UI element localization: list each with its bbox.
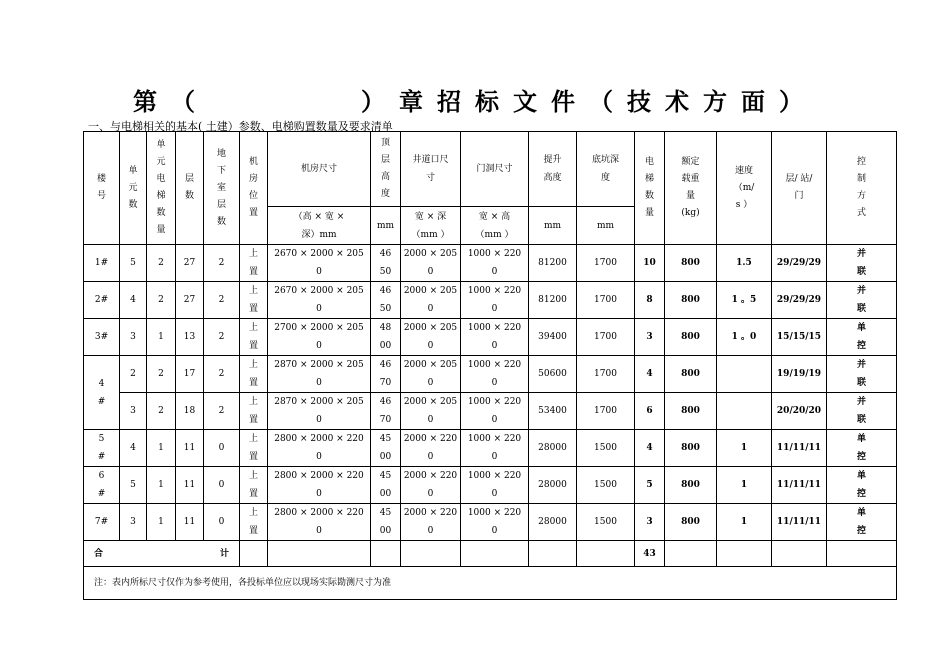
cell-top-floor-height: 46 50: [371, 245, 401, 282]
cell-machine-room-size: 2800 × 2000 × 220 0: [268, 467, 371, 504]
cell-travel-height: 28000: [529, 504, 577, 541]
cell-speed: 1: [717, 467, 772, 504]
cell-speed: 1: [717, 504, 772, 541]
header-machine-room-position: 机 房 位 置: [240, 132, 268, 245]
cell-machine-room-size: 2700 × 2000 × 205 0: [268, 319, 371, 356]
cell-travel-height: 50600: [529, 356, 577, 393]
cell-elevator-count: 6: [635, 393, 665, 430]
cell-door-size: 1000 × 220 0: [461, 393, 529, 430]
header-rated-load: 额定 载重 量 (kg): [665, 132, 717, 245]
total-empty-cell: [827, 541, 897, 567]
cell-elevators-per-unit: 1: [147, 319, 176, 356]
cell-building: 3#: [84, 319, 120, 356]
cell-unit: 3: [120, 504, 147, 541]
unit-machine-room-size: （高 × 宽 × 深）mm: [268, 207, 371, 245]
cell-pit-depth: 1700: [577, 245, 635, 282]
cell-elevator-count: 3: [635, 319, 665, 356]
elevator-parameters-table: [83, 131, 897, 600]
total-empty-cell: [461, 541, 529, 567]
cell-unit: 3: [120, 393, 147, 430]
cell-unit: 5: [120, 467, 147, 504]
cell-hoistway-size: 2000 × 205 0: [401, 393, 461, 430]
cell-control: 并 联: [827, 393, 897, 430]
cell-top-floor-height: 45 00: [371, 430, 401, 467]
cell-elevators-per-unit: 2: [147, 282, 176, 319]
cell-rated-load: 800: [665, 319, 717, 356]
cell-speed: [717, 356, 772, 393]
total-empty-cell: [577, 541, 635, 567]
cell-rated-load: 800: [665, 430, 717, 467]
total-row: [84, 541, 897, 567]
total-empty-cell: [401, 541, 461, 567]
cell-pit-depth: 1700: [577, 319, 635, 356]
cell-basement-floors: 0: [204, 430, 240, 467]
cell-hoistway-size: 2000 × 220 0: [401, 467, 461, 504]
cell-basement-floors: 0: [204, 467, 240, 504]
total-label-left: 合: [94, 548, 104, 559]
cell-control: 单 控: [827, 319, 897, 356]
header-building: 楼 号: [84, 132, 120, 245]
unit-top-floor-height: mm: [371, 207, 401, 245]
cell-machine-room-position: 上 置: [240, 282, 268, 319]
cell-top-floor-height: 46 70: [371, 393, 401, 430]
cell-machine-room-size: 2800 × 2000 × 220 0: [268, 504, 371, 541]
cell-basement-floors: 2: [204, 319, 240, 356]
total-empty-cell: [529, 541, 577, 567]
table-row: [84, 282, 897, 319]
cell-control: 并 联: [827, 356, 897, 393]
cell-control: 单 控: [827, 504, 897, 541]
cell-control: 单 控: [827, 467, 897, 504]
table-row: [84, 393, 897, 430]
cell-door-size: 1000 × 220 0: [461, 504, 529, 541]
cell-top-floor-height: 48 00: [371, 319, 401, 356]
cell-unit: 3: [120, 319, 147, 356]
cell-pit-depth: 1500: [577, 504, 635, 541]
cell-machine-room-position: 上 置: [240, 319, 268, 356]
cell-elevators-per-unit: 2: [147, 356, 176, 393]
cell-stops: 11/11/11: [772, 504, 827, 541]
unit-pit-depth: mm: [577, 207, 635, 245]
total-empty-cell: [240, 541, 268, 567]
cell-rated-load: 800: [665, 356, 717, 393]
cell-basement-floors: 2: [204, 393, 240, 430]
cell-building: 5 #: [84, 430, 120, 467]
cell-door-size: 1000 × 220 0: [461, 282, 529, 319]
cell-machine-room-position: 上 置: [240, 356, 268, 393]
cell-machine-room-position: 上 置: [240, 467, 268, 504]
note-row: [84, 567, 897, 600]
header-elevators-per-unit: 单 元 电 梯 数 量: [147, 132, 176, 245]
cell-rated-load: 800: [665, 504, 717, 541]
cell-door-size: 1000 × 220 0: [461, 356, 529, 393]
header-unit: 单 元 数: [120, 132, 147, 245]
table-row: [84, 504, 897, 541]
header-control: 控 制 方 式: [827, 132, 897, 245]
cell-floors: 27: [176, 245, 204, 282]
cell-machine-room-size: 2800 × 2000 × 220 0: [268, 430, 371, 467]
cell-hoistway-size: 2000 × 205 0: [401, 245, 461, 282]
cell-floors: 27: [176, 282, 204, 319]
header-machine-room-size: 机房尺寸: [268, 132, 371, 207]
table-row: [84, 430, 897, 467]
header-basement-floors: 地 下 室 层 数: [204, 132, 240, 245]
cell-door-size: 1000 × 220 0: [461, 430, 529, 467]
cell-stops: 29/29/29: [772, 282, 827, 319]
cell-building: 6 #: [84, 467, 120, 504]
cell-stops: 11/11/11: [772, 467, 827, 504]
cell-top-floor-height: 46 70: [371, 356, 401, 393]
cell-top-floor-height: 45 00: [371, 467, 401, 504]
total-empty-cell: [772, 541, 827, 567]
cell-basement-floors: 2: [204, 356, 240, 393]
unit-travel-height: mm: [529, 207, 577, 245]
cell-machine-room-size: 2670 × 2000 × 205 0: [268, 245, 371, 282]
cell-travel-height: 81200: [529, 282, 577, 319]
cell-travel-height: 28000: [529, 430, 577, 467]
cell-floors: 18: [176, 393, 204, 430]
cell-elevator-count: 10: [635, 245, 665, 282]
cell-speed: 1: [717, 430, 772, 467]
cell-top-floor-height: 46 50: [371, 282, 401, 319]
header-speed: 速度 （m/ s ）: [717, 132, 772, 245]
cell-unit: 5: [120, 245, 147, 282]
header-floors: 层 数: [176, 132, 204, 245]
cell-hoistway-size: 2000 × 205 0: [401, 356, 461, 393]
cell-pit-depth: 1700: [577, 356, 635, 393]
cell-elevators-per-unit: 1: [147, 430, 176, 467]
total-empty-cell: [268, 541, 371, 567]
cell-unit: 4: [120, 282, 147, 319]
table-note: 注：表内所标尺寸仅作为参考使用，各投标单位应以现场实际勘测尺寸为准: [84, 567, 897, 600]
cell-building: 7#: [84, 504, 120, 541]
cell-door-size: 1000 × 220 0: [461, 319, 529, 356]
cell-unit: 2: [120, 356, 147, 393]
unit-door-size: 宽 × 高 （mm ）: [461, 207, 529, 245]
cell-speed: [717, 393, 772, 430]
cell-control: 并 联: [827, 282, 897, 319]
cell-door-size: 1000 × 220 0: [461, 467, 529, 504]
header-stops: 层/ 站/ 门: [772, 132, 827, 245]
total-empty-cell: [717, 541, 772, 567]
cell-stops: 15/15/15: [772, 319, 827, 356]
total-empty-cell: [665, 541, 717, 567]
header-door-size: 门洞尺寸: [461, 132, 529, 207]
cell-floors: 11: [176, 504, 204, 541]
cell-door-size: 1000 × 220 0: [461, 245, 529, 282]
cell-basement-floors: 2: [204, 245, 240, 282]
cell-rated-load: 800: [665, 393, 717, 430]
cell-elevators-per-unit: 2: [147, 245, 176, 282]
cell-elevator-count: 4: [635, 356, 665, 393]
cell-pit-depth: 1700: [577, 393, 635, 430]
cell-unit: 4: [120, 430, 147, 467]
cell-hoistway-size: 2000 × 205 0: [401, 319, 461, 356]
cell-basement-floors: 2: [204, 282, 240, 319]
cell-machine-room-size: 2670 × 2000 × 205 0: [268, 282, 371, 319]
cell-stops: 11/11/11: [772, 430, 827, 467]
cell-control: 单 控: [827, 430, 897, 467]
cell-speed: 1 。0: [717, 319, 772, 356]
cell-control: 并 联: [827, 245, 897, 282]
page-title: 第（ ）章招标文件（技术方面）: [133, 87, 817, 116]
cell-floors: 13: [176, 319, 204, 356]
table-row: [84, 245, 897, 282]
cell-hoistway-size: 2000 × 205 0: [401, 282, 461, 319]
cell-travel-height: 39400: [529, 319, 577, 356]
cell-elevators-per-unit: 2: [147, 393, 176, 430]
cell-speed: 1.5: [717, 245, 772, 282]
cell-stops: 20/20/20: [772, 393, 827, 430]
cell-hoistway-size: 2000 × 220 0: [401, 504, 461, 541]
cell-building: 2#: [84, 282, 120, 319]
cell-travel-height: 28000: [529, 467, 577, 504]
total-elevator-count: 43: [635, 541, 665, 567]
cell-elevator-count: 4: [635, 430, 665, 467]
cell-elevators-per-unit: 1: [147, 504, 176, 541]
cell-machine-room-position: 上 置: [240, 393, 268, 430]
section-heading: 一、与电梯相关的基本( 土建）参数、电梯购置数量及要求清单: [88, 120, 393, 133]
cell-travel-height: 81200: [529, 245, 577, 282]
header-elevator-count: 电 梯 数 量: [635, 132, 665, 245]
cell-machine-room-position: 上 置: [240, 430, 268, 467]
total-label: [84, 541, 240, 567]
cell-elevator-count: 5: [635, 467, 665, 504]
cell-stops: 19/19/19: [772, 356, 827, 393]
header-row: [84, 132, 897, 207]
cell-machine-room-position: 上 置: [240, 245, 268, 282]
cell-stops: 29/29/29: [772, 245, 827, 282]
cell-basement-floors: 0: [204, 504, 240, 541]
header-hoistway-size: 井道口尺 寸: [401, 132, 461, 207]
cell-pit-depth: 1500: [577, 430, 635, 467]
cell-rated-load: 800: [665, 467, 717, 504]
cell-machine-room-size: 2870 × 2000 × 205 0: [268, 356, 371, 393]
cell-machine-room-size: 2870 × 2000 × 205 0: [268, 393, 371, 430]
header-top-floor-height: 顶 层 高 度: [371, 132, 401, 207]
cell-floors: 11: [176, 467, 204, 504]
cell-speed: 1 。5: [717, 282, 772, 319]
cell-elevators-per-unit: 1: [147, 467, 176, 504]
total-label-right: 计: [219, 548, 229, 559]
cell-floors: 17: [176, 356, 204, 393]
cell-pit-depth: 1500: [577, 467, 635, 504]
cell-hoistway-size: 2000 × 220 0: [401, 430, 461, 467]
cell-travel-height: 53400: [529, 393, 577, 430]
cell-rated-load: 800: [665, 282, 717, 319]
table-row: [84, 356, 897, 393]
cell-rated-load: 800: [665, 245, 717, 282]
header-pit-depth: 底坑深 度: [577, 132, 635, 207]
cell-machine-room-position: 上 置: [240, 504, 268, 541]
cell-pit-depth: 1700: [577, 282, 635, 319]
cell-elevator-count: 8: [635, 282, 665, 319]
cell-building: 4 #: [84, 356, 120, 430]
cell-floors: 11: [176, 430, 204, 467]
cell-building: 1#: [84, 245, 120, 282]
header-travel-height: 提升 高度: [529, 132, 577, 207]
total-empty-cell: [371, 541, 401, 567]
table-row: [84, 467, 897, 504]
unit-hoistway-size: 宽 × 深 （mm ）: [401, 207, 461, 245]
cell-elevator-count: 3: [635, 504, 665, 541]
table-row: [84, 319, 897, 356]
cell-top-floor-height: 45 00: [371, 504, 401, 541]
